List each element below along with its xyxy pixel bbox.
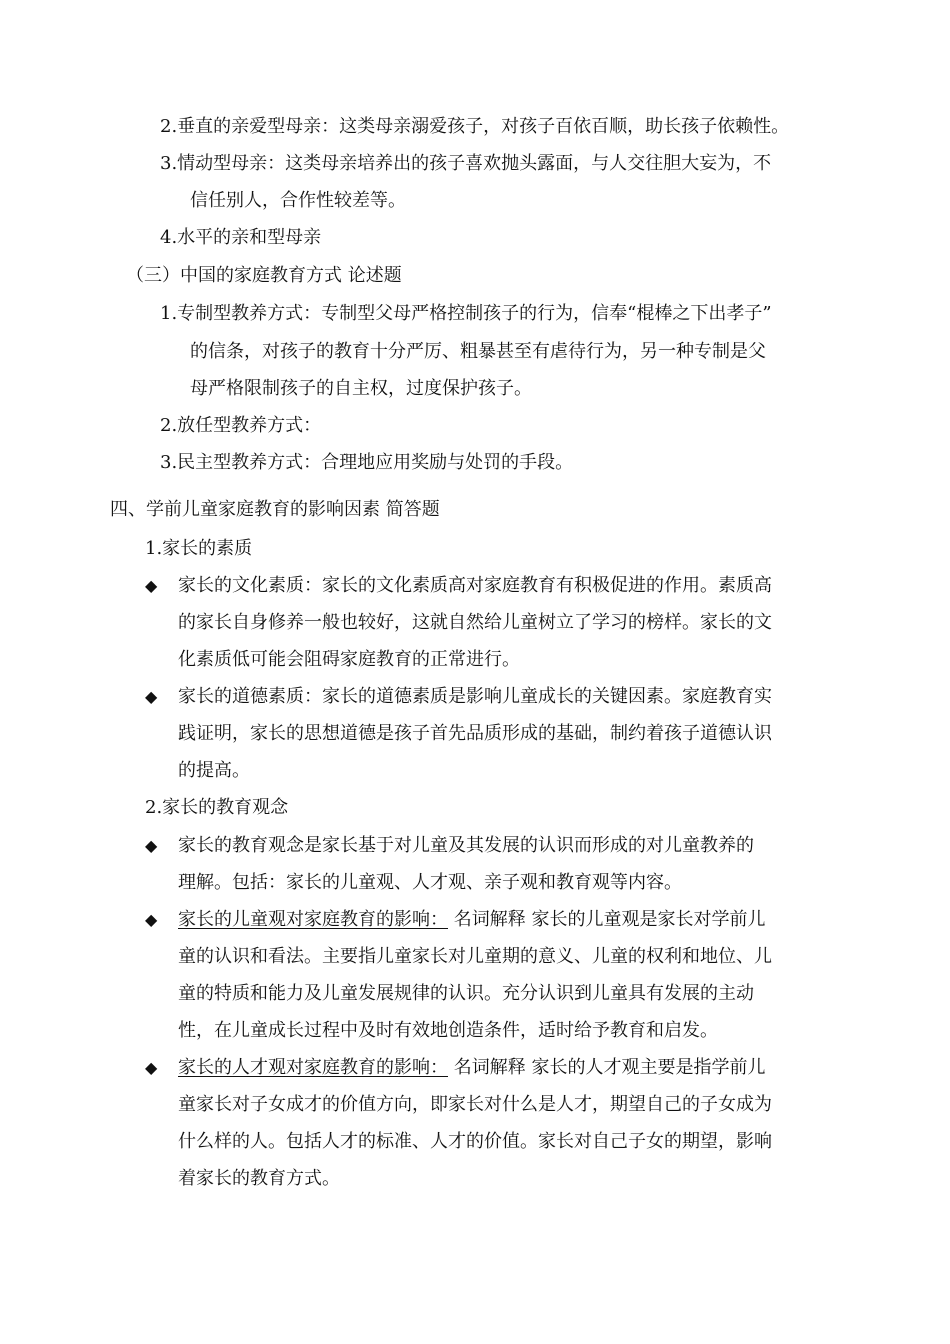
parenting-style-2: 2.放任型教养方式： bbox=[160, 415, 322, 436]
section-4-heading: 四、学前儿童家庭教育的影响因素 简答题 bbox=[110, 499, 440, 520]
bullet-2-line1: 家长的道德素质：家长的道德素质是影响儿童成长的关键因素。家庭教育实 bbox=[178, 686, 772, 707]
mother-type-2: 2.垂直的亲爱型母亲：这类母亲溺爱孩子，对孩子百依百顺，助长孩子依赖性。 bbox=[160, 116, 790, 137]
parenting-style-1-line2: 的信条，对孩子的教育十分严厉、粗暴甚至有虐待行为，另一种专制是父 bbox=[190, 341, 766, 362]
subheading-parent-quality: 1.家长的素质 bbox=[145, 538, 253, 559]
diamond-bullet-icon: ◆ bbox=[145, 1058, 158, 1077]
bullet-5-line1 bbox=[178, 1056, 765, 1080]
bullet-4-line1 bbox=[178, 908, 765, 932]
child-view-definition-start: 名词解释 家长的儿童观是家长对学前儿 bbox=[448, 909, 766, 930]
mother-type-4: 4.水平的亲和型母亲 bbox=[160, 227, 322, 248]
child-view-term: 家长的儿童观对家庭教育的影响： bbox=[178, 909, 448, 930]
bullet-5-line4: 着家长的教育方式。 bbox=[178, 1168, 340, 1189]
bullet-1-line1: 家长的文化素质：家长的文化素质高对家庭教育有积极促进的作用。素质高 bbox=[178, 575, 772, 596]
bullet-2-line2: 践证明，家长的思想道德是孩子首先品质形成的基础，制约着孩子道德认识 bbox=[178, 723, 772, 744]
diamond-bullet-icon: ◆ bbox=[145, 576, 158, 595]
bullet-3-line1: 家长的教育观念是家长基于对儿童及其发展的认识而形成的对儿童教养的 bbox=[178, 835, 754, 856]
diamond-bullet-icon: ◆ bbox=[145, 836, 158, 855]
bullet-4-line3: 童的特质和能力及儿童发展规律的认识。充分认识到儿童具有发展的主动 bbox=[178, 983, 754, 1004]
section-3-heading: （三）中国的家庭教育方式 论述题 bbox=[126, 265, 402, 286]
parenting-style-1-line1: 1.专制型教养方式：专制型父母严格控制孩子的行为，信奉“棍棒之下出孝子” bbox=[160, 303, 772, 324]
talent-view-term: 家长的人才观对家庭教育的影响： bbox=[178, 1057, 448, 1078]
bullet-3-line2: 理解。包括：家长的儿童观、人才观、亲子观和教育观等内容。 bbox=[178, 872, 682, 893]
bullet-5-line3: 什么样的人。包括人才的标准、人才的价值。家长对自己子女的期望，影响 bbox=[178, 1131, 772, 1152]
diamond-bullet-icon: ◆ bbox=[145, 687, 158, 706]
bullet-5-line2: 童家长对子女成才的价值方向，即家长对什么是人才，期望自己的子女成为 bbox=[178, 1094, 772, 1115]
bullet-4-line2: 童的认识和看法。主要指儿童家长对儿童期的意义、儿童的权利和地位、儿 bbox=[178, 946, 772, 967]
bullet-1-line3: 化素质低可能会阻碍家庭教育的正常进行。 bbox=[178, 649, 520, 670]
mother-type-3-line1: 3.情动型母亲：这类母亲培养出的孩子喜欢抛头露面，与人交往胆大妄为，不 bbox=[160, 153, 772, 174]
subheading-education-concept: 2.家长的教育观念 bbox=[145, 797, 289, 818]
diamond-bullet-icon: ◆ bbox=[145, 910, 158, 929]
parenting-style-3: 3.民主型教养方式：合理地应用奖励与处罚的手段。 bbox=[160, 452, 574, 473]
mother-type-3-line2: 信任别人，合作性较差等。 bbox=[190, 190, 406, 211]
talent-view-definition-start: 名词解释 家长的人才观主要是指学前儿 bbox=[448, 1057, 766, 1078]
bullet-2-line3: 的提高。 bbox=[178, 760, 250, 781]
bullet-4-line4: 性，在儿童成长过程中及时有效地创造条件，适时给予教育和启发。 bbox=[178, 1020, 718, 1041]
parenting-style-1-line3: 母严格限制孩子的自主权，过度保护孩子。 bbox=[190, 378, 532, 399]
bullet-1-line2: 的家长自身修养一般也较好，这就自然给儿童树立了学习的榜样。家长的文 bbox=[178, 612, 772, 633]
